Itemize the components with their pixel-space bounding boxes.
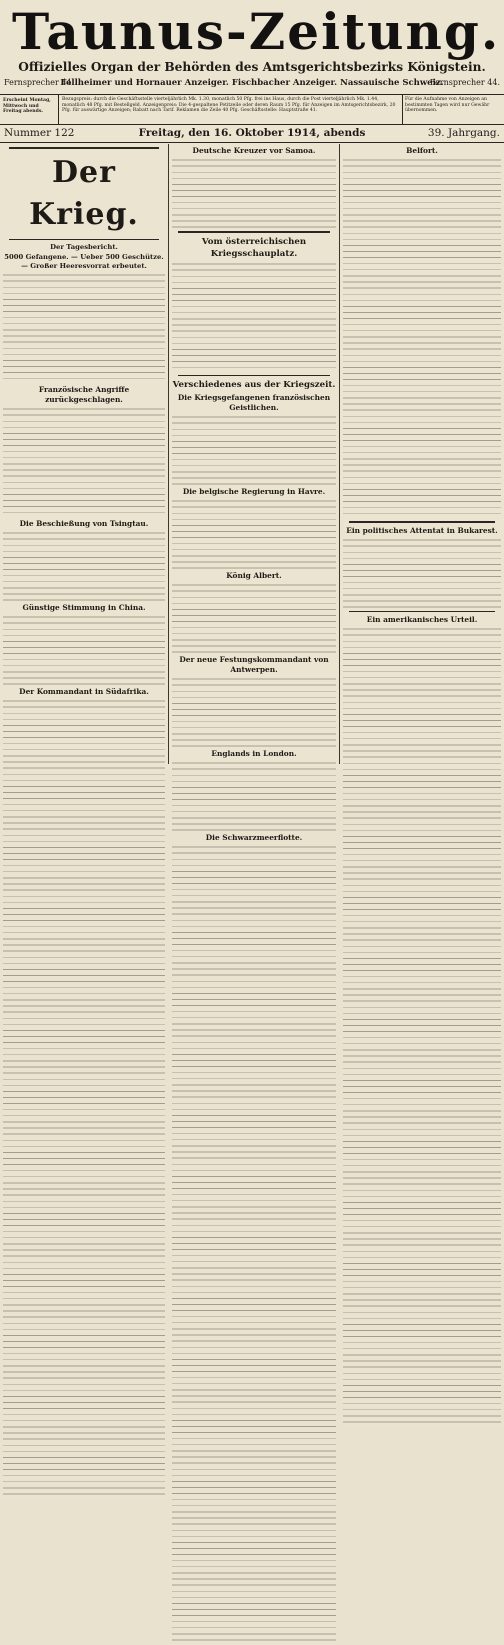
- section-heading: Verschiedenes aus der Kriegszeit.: [172, 380, 336, 390]
- article-heading: Der neue Festungskommandant von Antwerpen.: [179, 655, 329, 674]
- subscription-info: [0, 94, 504, 125]
- article-text: [172, 499, 336, 569]
- dateline: [0, 124, 504, 143]
- article-text: [172, 158, 336, 228]
- article-text: [172, 845, 336, 1645]
- article-heading: Ein politisches Attentat in Bukarest.: [346, 525, 498, 535]
- article-heading: Belfort.: [406, 146, 438, 155]
- article-heading: Die Schwarzmeerflotte.: [205, 833, 303, 842]
- column-2: [172, 144, 336, 842]
- article-text: [3, 699, 165, 1499]
- publication-days: Erscheint Montag, Mittwoch und Freitag abends.: [3, 98, 51, 115]
- article-heading: Englands in London.: [211, 749, 297, 758]
- article-text: [3, 615, 165, 685]
- pricing-info: Bezugspreis: durch die Geschäftsstelle vierteljährlich Mk. 1.30, monatlich 50 Pfg. frei ins Haus, durch die Post vierteljährlich Mk. 1.44, monatlich 48 Pfg. mit Bestellgeld. Anzeigenpreis: Die 4-gespaltene Petitzeile oder deren Raum 15 Pfg. für Anzeigen im Amtsgerichtsbezirk, 20 Pfg. für auswärtige Anzeigen; Rabatt nach Tarif. Reklamen die Zeile 40 Pfg. Geschäftsstelle: Hauptstraße 41.: [62, 97, 396, 114]
- article-heading: Die Kriegsgefangenen französischen Geistlichen.: [177, 393, 331, 412]
- article-heading: Die belgische Regierung in Havre.: [182, 487, 326, 496]
- phone-right: Fernsprecher 44.: [429, 78, 500, 87]
- article-heading: Der Kommandant in Südafrika.: [19, 687, 149, 696]
- column-rule: [339, 144, 340, 764]
- article-heading: Die Beschießung von Tsingtau.: [19, 519, 149, 528]
- newspaper-subtitle: Offizielles Organ der Behörden des Amtsgerichtsbezirks Königstein.: [18, 60, 486, 74]
- issue-number: Nummer 122: [4, 127, 75, 139]
- section-heading: Vom österreichischen Kriegsschauplatz.: [201, 236, 307, 259]
- newspaper-title: Taunus-Zeitung.: [12, 2, 501, 61]
- daily-report-heading: Der Tagesbericht.: [50, 243, 118, 251]
- volume-year: 39. Jahrgang.: [427, 127, 500, 139]
- affiliated-papers-line: [0, 76, 504, 90]
- phone-left: Fernsprecher 44.: [4, 78, 75, 87]
- issue-date: Freitag, den 16. Oktober 1914, abends: [138, 127, 366, 139]
- article-heading: Deutsche Kreuzer vor Samoa.: [192, 146, 316, 155]
- info-divider: [402, 95, 403, 125]
- masthead: [0, 0, 504, 96]
- section-rule: [349, 611, 495, 613]
- article-text: [343, 538, 501, 608]
- article-text: [172, 761, 336, 831]
- section-rule: [9, 147, 159, 149]
- article-text: [172, 262, 336, 372]
- article-text: [343, 158, 501, 518]
- article-heading: König Albert.: [226, 571, 282, 580]
- war-heading: Der Krieg.: [29, 154, 139, 232]
- article-text: [3, 531, 165, 601]
- section-rule: [349, 521, 495, 523]
- article-heading: Günstige Stimmung in China.: [22, 603, 146, 612]
- column-3: [343, 144, 501, 764]
- article-text: [172, 583, 336, 653]
- article-text: [3, 407, 165, 517]
- article-text: [343, 627, 501, 1427]
- ad-notice: Für die Aufnahme von Anzeigen an bestimmten Tagen wird nur Gewähr übernommen.: [405, 97, 490, 114]
- section-rule: [178, 375, 330, 377]
- article-text: [3, 273, 165, 383]
- section-rule: [178, 231, 330, 233]
- prisoners-heading: 5000 Gefangene. — Ueber 500 Geschütze. — Großer Heeresvorrat erbeutet.: [4, 253, 164, 270]
- column-rule: [168, 144, 169, 764]
- article-text: [172, 677, 336, 747]
- article-text: [172, 415, 336, 485]
- section-rule: [9, 239, 159, 241]
- affiliated-papers: Fellheimer und Hornauer Anzeiger. Fischbacher Anzeiger. Nassauische Schweiz.: [60, 78, 444, 88]
- article-heading: Ein amerikanisches Urteil.: [366, 615, 478, 624]
- info-divider: [58, 95, 59, 125]
- article-heading: Französische Angriffe zurückgeschlagen.: [38, 385, 130, 404]
- column-1: [3, 144, 165, 764]
